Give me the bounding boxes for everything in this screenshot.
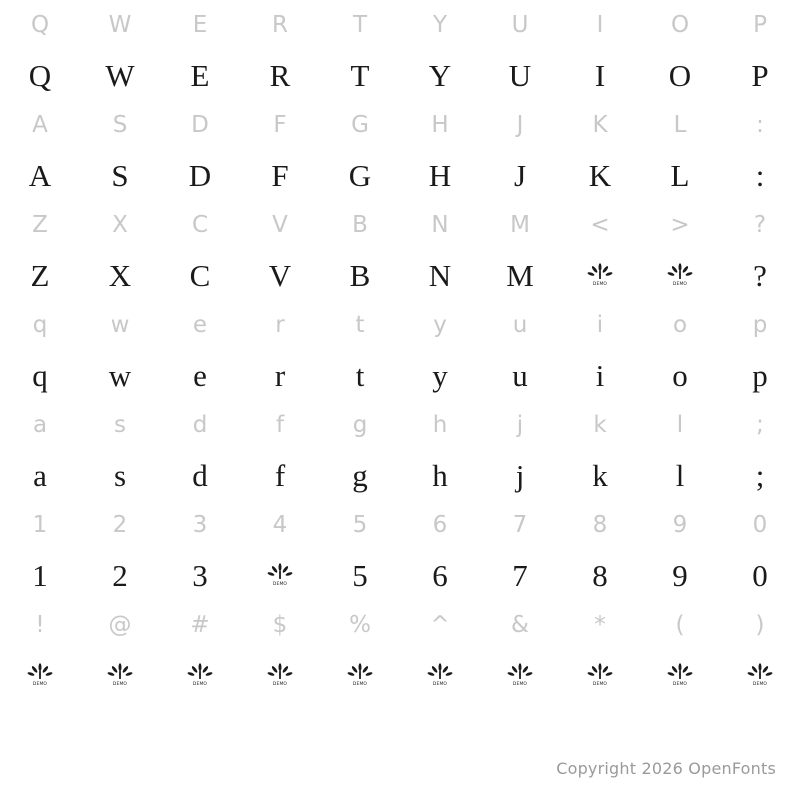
glyph-character: P (751, 57, 769, 93)
glyph-cell (160, 350, 240, 400)
glyph-character: 2 (112, 511, 128, 538)
glyph-character: ) (755, 611, 765, 638)
glyph-cell (0, 650, 80, 700)
glyph-cell-label (0, 600, 80, 650)
glyph-cell-label (640, 600, 720, 650)
glyph-cell (80, 550, 160, 600)
glyph-cell-label (400, 200, 480, 250)
glyph-cell (240, 250, 320, 300)
glyph-character: ? (753, 257, 767, 293)
glyph-character: 7 (512, 557, 528, 593)
glyph-cell-label (160, 300, 240, 350)
glyph-cell (640, 250, 720, 300)
glyph-cell (400, 150, 480, 200)
glyph-cell (160, 250, 240, 300)
glyph-character: W (105, 57, 135, 93)
glyph-cell (240, 650, 320, 700)
glyph-cell-label (0, 400, 80, 450)
glyph-character: L (670, 157, 690, 193)
glyph-cell (0, 550, 80, 600)
glyph-character: H (428, 157, 452, 193)
glyph-character: O (670, 11, 690, 38)
glyph-cell (0, 150, 80, 200)
glyph-cell-label (560, 300, 640, 350)
glyph-cell-label (560, 500, 640, 550)
glyph-cell-label (160, 600, 240, 650)
glyph-character: V (268, 257, 292, 293)
glyph-character: N (428, 257, 452, 293)
glyph-cell-label (160, 100, 240, 150)
glyph-cell-label (320, 400, 400, 450)
glyph-cell-label (240, 400, 320, 450)
glyph-character: r (275, 311, 285, 338)
glyph-cell-label (640, 400, 720, 450)
glyph-cell (240, 150, 320, 200)
glyph-character: Q (28, 57, 52, 93)
glyph-cell-label (80, 200, 160, 250)
glyph-cell-label (80, 500, 160, 550)
glyph-character: a (33, 457, 47, 493)
glyph-cell (160, 450, 240, 500)
glyph-character: u (512, 357, 528, 393)
glyph-cell-label (560, 0, 640, 50)
glyph-character: o (672, 357, 688, 393)
glyph-character: k (592, 457, 608, 493)
glyph-character: 4 (272, 511, 288, 538)
glyph-cell-label (720, 400, 800, 450)
glyph-cell (80, 450, 160, 500)
glyph-character: A (32, 111, 48, 138)
glyph-character: < (590, 211, 610, 238)
glyph-character: o (672, 311, 688, 338)
glyph-character: l (676, 411, 684, 438)
glyph-cell (320, 350, 400, 400)
glyph-cell (0, 450, 80, 500)
glyph-cell (480, 350, 560, 400)
glyph-character: g (352, 411, 368, 438)
glyph-character: Y (428, 57, 452, 93)
glyph-cell-label (240, 0, 320, 50)
demo-watermark-icon: DEMO (267, 562, 293, 588)
glyph-cell (240, 50, 320, 100)
glyph-character: 0 (752, 511, 768, 538)
glyph-character: I (596, 11, 604, 38)
glyph-cell (640, 350, 720, 400)
glyph-character: ? (753, 211, 767, 238)
glyph-character: # (190, 611, 210, 638)
glyph-cell-label (720, 0, 800, 50)
glyph-character: 0 (752, 557, 768, 593)
glyph-cell (400, 450, 480, 500)
glyph-character: 1 (32, 557, 48, 593)
glyph-character: * (594, 611, 606, 638)
glyph-cell (320, 150, 400, 200)
glyph-character: U (511, 11, 529, 38)
glyph-character: t (355, 357, 365, 393)
glyph-character: X (112, 211, 128, 238)
glyph-cell-label (400, 0, 480, 50)
glyph-character: F (271, 157, 289, 193)
glyph-character: Y (432, 11, 448, 38)
glyph-cell-label (400, 300, 480, 350)
glyph-cell-label (400, 400, 480, 450)
glyph-cell (320, 450, 400, 500)
glyph-character: Z (32, 211, 48, 238)
glyph-cell-label (0, 0, 80, 50)
glyph-cell (0, 50, 80, 100)
glyph-cell (400, 550, 480, 600)
glyph-cell (80, 50, 160, 100)
glyph-cell-label (0, 200, 80, 250)
glyph-cell-label (320, 200, 400, 250)
glyph-cell-label (560, 600, 640, 650)
glyph-cell-label (80, 100, 160, 150)
glyph-character: M (506, 257, 534, 293)
glyph-character: D (188, 157, 212, 193)
glyph-cell-label (320, 500, 400, 550)
glyph-character: A (28, 157, 52, 193)
glyph-character: ; (756, 411, 764, 438)
demo-watermark-icon: DEMO (27, 662, 53, 688)
glyph-cell (0, 250, 80, 300)
glyph-character: V (272, 211, 288, 238)
glyph-character: R (272, 11, 288, 38)
glyph-character: S (111, 157, 129, 193)
glyph-cell (320, 650, 400, 700)
glyph-character: K (588, 157, 612, 193)
glyph-character: k (593, 411, 607, 438)
glyph-cell (160, 150, 240, 200)
glyph-character: H (431, 111, 449, 138)
glyph-cell-label (560, 200, 640, 250)
glyph-cell (160, 550, 240, 600)
glyph-cell (560, 350, 640, 400)
glyph-cell (80, 250, 160, 300)
glyph-cell (640, 650, 720, 700)
glyph-character: G (351, 111, 369, 138)
glyph-character: : (756, 111, 764, 138)
glyph-character: J (513, 157, 527, 193)
glyph-character: d (192, 411, 208, 438)
glyph-character: ! (35, 611, 45, 638)
glyph-character: 6 (432, 511, 448, 538)
glyph-cell (400, 50, 480, 100)
glyph-cell (80, 350, 160, 400)
glyph-cell-label (720, 300, 800, 350)
glyph-character: e (193, 357, 207, 393)
glyph-character: E (190, 57, 210, 93)
glyph-character: u (512, 311, 528, 338)
glyph-cell-label (320, 600, 400, 650)
glyph-character: s (113, 457, 127, 493)
glyph-cell (640, 150, 720, 200)
glyph-cell (480, 550, 560, 600)
glyph-cell-label (240, 500, 320, 550)
demo-watermark-icon: DEMO (667, 662, 693, 688)
glyph-character: j (515, 457, 525, 493)
glyph-cell (560, 450, 640, 500)
glyph-cell-label (720, 600, 800, 650)
glyph-character: f (275, 411, 285, 438)
glyph-character: O (668, 57, 692, 93)
glyph-character: 8 (592, 511, 608, 538)
glyph-cell-label (80, 600, 160, 650)
glyph-cell (480, 150, 560, 200)
glyph-character: $ (272, 611, 288, 638)
glyph-character: q (32, 357, 48, 393)
glyph-character: F (273, 111, 287, 138)
glyph-cell-label (640, 300, 720, 350)
glyph-character: w (108, 357, 132, 393)
glyph-character: h (432, 411, 448, 438)
glyph-cell (720, 250, 800, 300)
glyph-character: a (32, 411, 48, 438)
glyph-character: I (594, 57, 606, 93)
glyph-cell (80, 650, 160, 700)
glyph-character: 6 (432, 557, 448, 593)
glyph-character: 9 (672, 511, 688, 538)
glyph-character: y (432, 357, 448, 393)
glyph-cell (560, 550, 640, 600)
glyph-character: g (352, 457, 368, 493)
glyph-cell (0, 350, 80, 400)
glyph-cell-label (720, 100, 800, 150)
glyph-cell-label (640, 500, 720, 550)
demo-watermark-icon: DEMO (187, 662, 213, 688)
glyph-cell (560, 650, 640, 700)
glyph-cell-label (720, 200, 800, 250)
glyph-character: l (675, 457, 685, 493)
glyph-cell-label (400, 100, 480, 150)
glyph-character: C (191, 211, 209, 238)
glyph-cell (320, 250, 400, 300)
glyph-cell-label (80, 400, 160, 450)
glyph-cell (640, 450, 720, 500)
glyph-cell-label (400, 600, 480, 650)
glyph-cell-label (480, 100, 560, 150)
glyph-character: T (352, 11, 368, 38)
demo-watermark-icon: DEMO (587, 262, 613, 288)
glyph-character: C (189, 257, 211, 293)
glyph-cell (400, 250, 480, 300)
glyph-character: @ (108, 611, 132, 638)
glyph-character: t (355, 311, 365, 338)
glyph-character: d (192, 457, 208, 493)
glyph-character: K (592, 111, 608, 138)
glyph-cell-label (160, 200, 240, 250)
glyph-cell-label (560, 400, 640, 450)
glyph-cell (160, 650, 240, 700)
glyph-cell (560, 150, 640, 200)
glyph-cell (240, 550, 320, 600)
glyph-cell-label (560, 100, 640, 150)
glyph-character: 2 (112, 557, 128, 593)
glyph-cell-label (240, 300, 320, 350)
glyph-character: 7 (512, 511, 528, 538)
glyph-character: G (348, 157, 372, 193)
demo-watermark-icon: DEMO (747, 662, 773, 688)
glyph-cell (240, 350, 320, 400)
glyph-character: % (349, 611, 371, 638)
demo-watermark-icon: DEMO (587, 662, 613, 688)
glyph-character: r (274, 357, 286, 393)
glyph-character: 1 (32, 511, 48, 538)
glyph-character: j (516, 411, 524, 438)
glyph-cell (720, 150, 800, 200)
glyph-cell (480, 50, 560, 100)
glyph-cell (160, 50, 240, 100)
glyph-cell (400, 650, 480, 700)
glyph-cell-label (320, 100, 400, 150)
glyph-cell-label (0, 100, 80, 150)
glyph-character: > (670, 211, 690, 238)
glyph-cell (720, 350, 800, 400)
glyph-cell-label (720, 500, 800, 550)
glyph-cell-label (480, 500, 560, 550)
glyph-character: Z (30, 257, 50, 293)
glyph-cell-label (400, 500, 480, 550)
glyph-character: B (349, 257, 371, 293)
glyph-cell-label (0, 500, 80, 550)
glyph-character: 5 (352, 511, 368, 538)
glyph-cell (480, 650, 560, 700)
glyph-character: M (510, 211, 530, 238)
glyph-character: 3 (192, 511, 208, 538)
glyph-cell (400, 350, 480, 400)
glyph-character: w (110, 311, 130, 338)
glyph-cell-label (0, 300, 80, 350)
glyph-cell-label (80, 300, 160, 350)
glyph-cell-label (240, 100, 320, 150)
glyph-cell-label (480, 300, 560, 350)
glyph-character: 3 (192, 557, 208, 593)
glyph-cell (640, 50, 720, 100)
glyph-character: ^ (430, 611, 450, 638)
demo-watermark-icon: DEMO (427, 662, 453, 688)
glyph-character: U (508, 57, 532, 93)
glyph-cell (320, 50, 400, 100)
glyph-character: 5 (352, 557, 368, 593)
glyph-cell-label (320, 0, 400, 50)
glyph-character: P (753, 11, 767, 38)
glyph-character: ; (755, 457, 765, 493)
glyph-cell (480, 250, 560, 300)
glyph-character: X (108, 257, 132, 293)
glyph-character: J (516, 111, 524, 138)
glyph-cell (240, 450, 320, 500)
glyph-character: E (192, 11, 208, 38)
glyph-character: L (673, 111, 687, 138)
glyph-character: p (752, 357, 768, 393)
glyph-cell (720, 50, 800, 100)
glyph-cell-label (640, 100, 720, 150)
glyph-cell (560, 250, 640, 300)
glyph-character: R (269, 57, 291, 93)
glyph-character: q (32, 311, 48, 338)
glyph-cell (640, 550, 720, 600)
glyph-character: y (433, 311, 447, 338)
glyph-cell (480, 450, 560, 500)
glyph-character: & (511, 611, 529, 638)
glyph-character: h (432, 457, 448, 493)
glyph-character: ( (675, 611, 685, 638)
glyph-character: e (192, 311, 208, 338)
demo-watermark-icon: DEMO (267, 662, 293, 688)
glyph-character: 9 (672, 557, 688, 593)
glyph-cell-label (320, 300, 400, 350)
glyph-cell-label (240, 200, 320, 250)
glyph-character: T (350, 57, 370, 93)
glyph-character: N (431, 211, 449, 238)
glyph-cell-label (480, 200, 560, 250)
glyph-cell-label (640, 200, 720, 250)
glyph-cell-label (80, 0, 160, 50)
demo-watermark-icon: DEMO (107, 662, 133, 688)
glyph-cell-label (160, 0, 240, 50)
glyph-cell-label (480, 400, 560, 450)
glyph-character: f (274, 457, 286, 493)
glyph-cell (720, 650, 800, 700)
glyph-cell-label (160, 500, 240, 550)
glyph-cell (80, 150, 160, 200)
glyph-cell-label (480, 600, 560, 650)
glyph-cell (720, 450, 800, 500)
glyph-cell-label (240, 600, 320, 650)
glyph-character: B (352, 211, 368, 238)
glyph-character: W (108, 11, 132, 38)
demo-watermark-icon: DEMO (347, 662, 373, 688)
glyph-character: i (595, 357, 605, 393)
glyph-character: : (755, 157, 765, 193)
glyph-cell (560, 50, 640, 100)
glyph-character: 8 (592, 557, 608, 593)
glyph-character: D (191, 111, 209, 138)
glyph-cell-label (480, 0, 560, 50)
copyright-notice: Copyright 2026 OpenFonts (556, 759, 776, 778)
demo-watermark-icon: DEMO (667, 262, 693, 288)
glyph-character: s (114, 411, 126, 438)
demo-watermark-icon: DEMO (507, 662, 533, 688)
glyph-cell (720, 550, 800, 600)
glyph-character: Q (30, 11, 50, 38)
glyph-cell-label (160, 400, 240, 450)
glyph-character: i (596, 311, 604, 338)
glyph-cell (320, 550, 400, 600)
glyph-character: p (752, 311, 768, 338)
glyph-cell-label (640, 0, 720, 50)
glyph-character: S (112, 111, 128, 138)
